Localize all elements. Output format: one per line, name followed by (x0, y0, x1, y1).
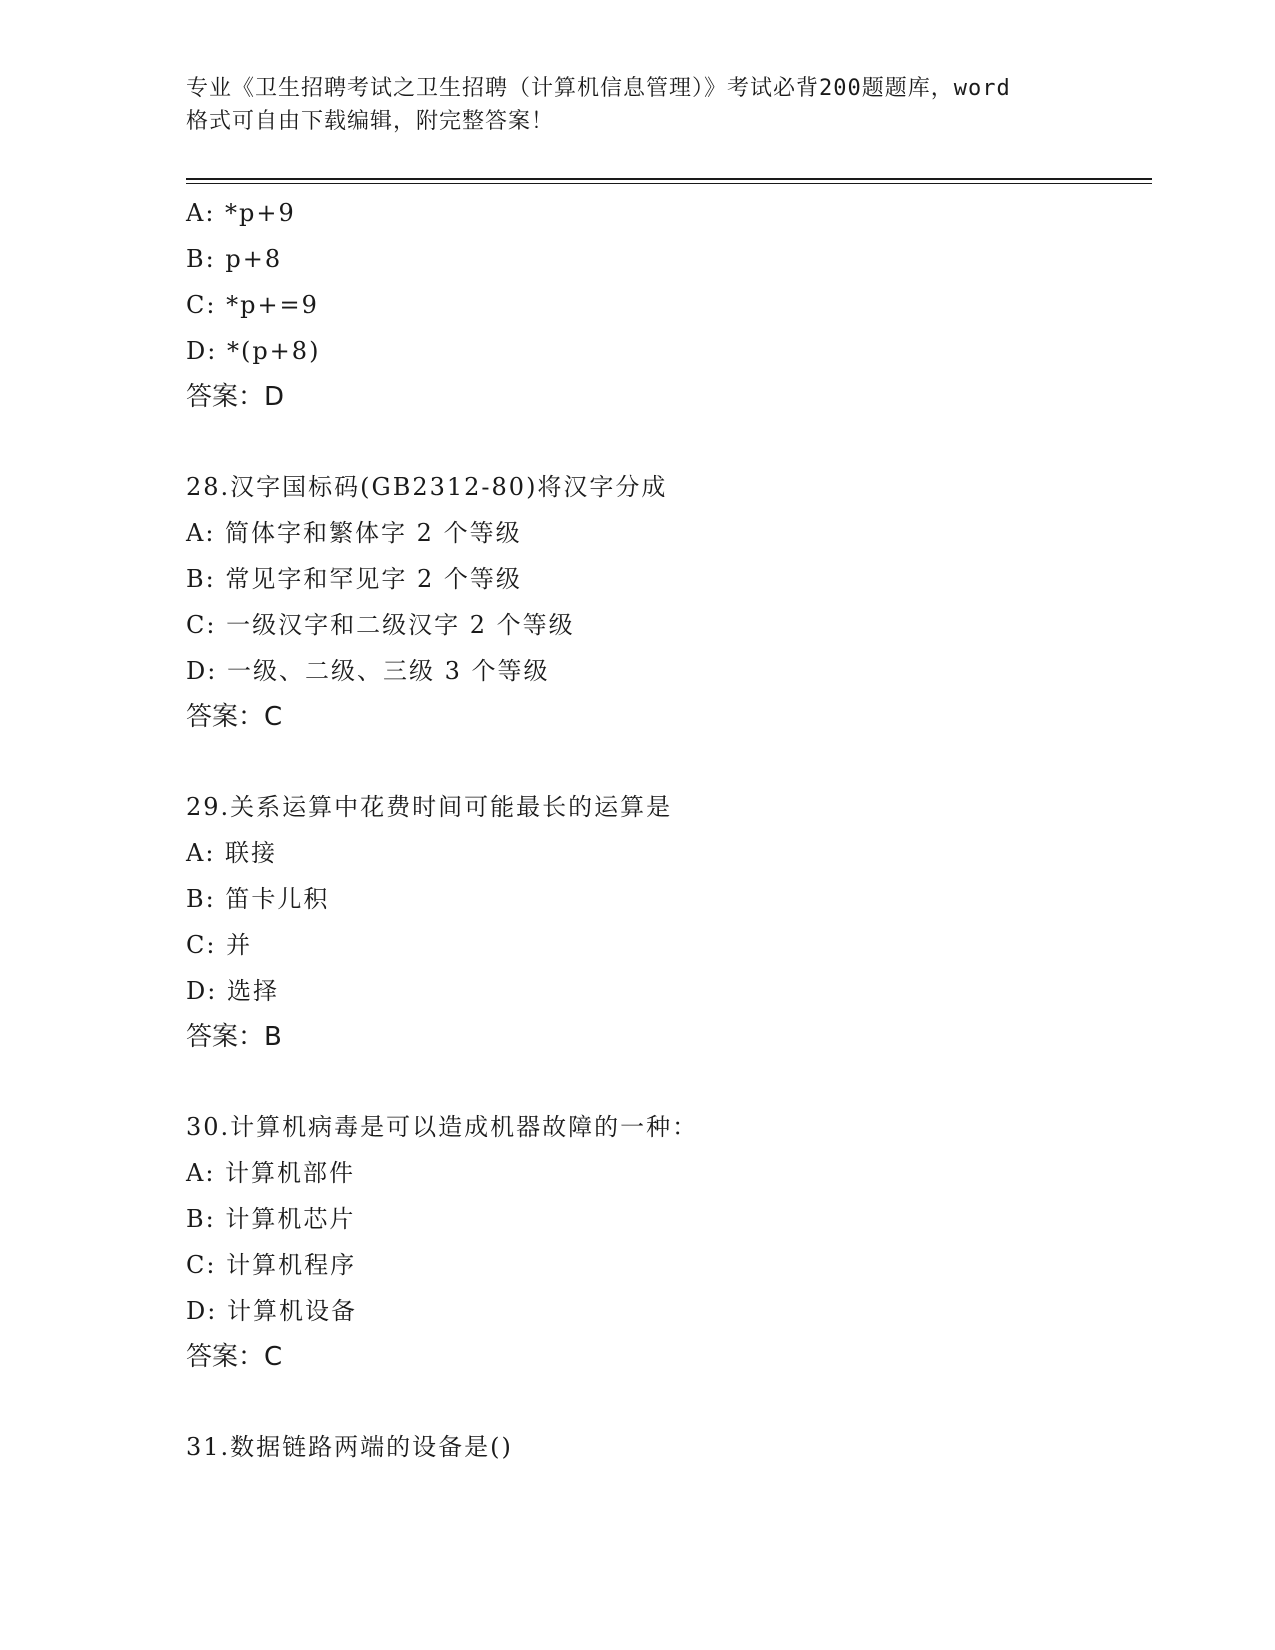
question-list (186, 190, 1146, 1470)
header-line-2: 格式可自由下载编辑，附完整答案！ (186, 109, 555, 134)
question-31 (186, 1424, 1146, 1470)
question-text: 31.数据链路两端的设备是() (186, 1433, 513, 1461)
header-line-1: 专业《卫生招聘考试之卫生招聘（计算机信息管理）》考试必背200题题库，word (186, 76, 1011, 101)
option-c: C: 一级汉字和二级汉字 2 个等级 (186, 611, 575, 639)
option-d: D: 计算机设备 (186, 1297, 357, 1325)
option-b: B: 笛卡儿积 (186, 885, 330, 913)
option-d: D: 选择 (186, 977, 279, 1005)
question-30 (186, 1104, 1146, 1380)
question-28 (186, 464, 1146, 740)
question-29 (186, 784, 1146, 1060)
option-b: B: 计算机芯片 (186, 1205, 356, 1233)
question-text: 28.汉字国标码(GB2312-80)将汉字分成 (186, 473, 668, 501)
option-a: A: 联接 (186, 839, 278, 867)
header-rule-thin (186, 183, 1152, 184)
option-b: B: 常见字和罕见字 2 个等级 (186, 565, 522, 593)
question-text: 29.关系运算中花费时间可能最长的运算是 (186, 793, 673, 821)
document-header (186, 72, 1086, 138)
question-27 (186, 190, 1146, 420)
answer-29: 答案：B (186, 1022, 282, 1052)
option-a: A: 计算机部件 (186, 1159, 356, 1187)
option-a: A: *p+9 (186, 199, 296, 227)
header-rule-thick (186, 178, 1152, 180)
option-b: B: p+8 (186, 245, 283, 273)
option-c: C: 计算机程序 (186, 1251, 357, 1279)
option-d: D: 一级、二级、三级 3 个等级 (186, 657, 550, 685)
option-c: C: *p+=9 (186, 291, 319, 319)
question-text: 30.计算机病毒是可以造成机器故障的一种： (186, 1113, 699, 1141)
option-a: A: 简体字和繁体字 2 个等级 (186, 519, 522, 547)
option-c: C: 并 (186, 931, 253, 959)
answer-27: 答案：D (186, 382, 285, 412)
answer-28: 答案：C (186, 702, 283, 732)
option-d: D: *(p+8) (186, 337, 321, 365)
answer-30: 答案：C (186, 1342, 283, 1372)
